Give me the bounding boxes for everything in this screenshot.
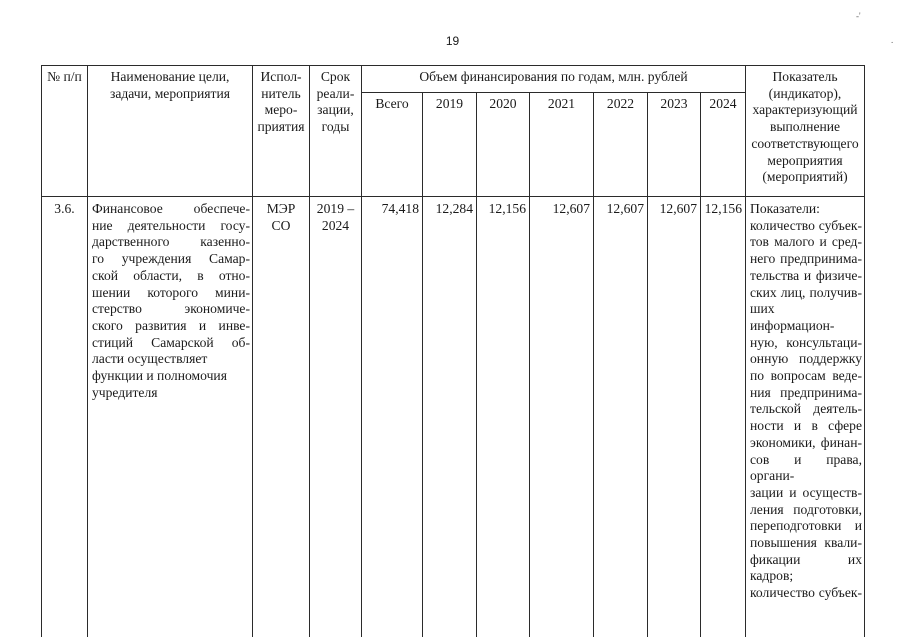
indicator-line: ния предпринима- <box>750 384 862 400</box>
indicator-line: по вопросам веде- <box>750 368 862 384</box>
indicator-line: количество субъек- <box>750 585 862 601</box>
header-year-2020: 2020 <box>477 93 530 197</box>
indicator-line: тов малого и сред- <box>750 234 862 250</box>
page-number: 19 <box>445 34 460 48</box>
indicator-line: зации и осуществ- <box>750 484 862 500</box>
executor-line: СО <box>271 217 291 233</box>
name-line: учредителя <box>92 384 158 400</box>
header-total: Всего <box>362 93 423 197</box>
name-line: ласти осуществляет <box>92 351 208 367</box>
funding-2023: 12,607 <box>648 197 701 637</box>
indicator-line: повышения квали- <box>750 535 862 551</box>
name-line: ской области, в отно- <box>92 267 250 283</box>
header-year-2019: 2019 <box>423 93 477 197</box>
indicator-line: него предпринима- <box>750 251 862 267</box>
header-year-2021: 2021 <box>530 93 594 197</box>
indicator-line: количество субъек- <box>750 217 862 233</box>
header-term: Срок реали-зации, годы <box>310 66 362 197</box>
funding-2020: 12,156 <box>477 197 530 637</box>
row-number: 3.6. <box>42 197 88 637</box>
header-year-2024: 2024 <box>701 93 746 197</box>
funding-2021: 12,607 <box>530 197 594 637</box>
row-indicator <box>746 197 865 637</box>
name-line: ние деятельности госу- <box>92 217 250 233</box>
indicator-line: сов и права, органи- <box>750 451 862 484</box>
row-name <box>88 197 253 637</box>
program-table <box>41 65 865 637</box>
name-line: дарственного казенно- <box>92 234 250 250</box>
name-line: стиций Самарской об- <box>92 334 250 350</box>
name-line: шении которого мини- <box>92 284 250 300</box>
term-line: 2019 – <box>316 201 355 216</box>
indicator-line: тельской деятель- <box>750 401 862 417</box>
header-year-2022: 2022 <box>594 93 648 197</box>
name-line: го учреждения Самар- <box>92 251 250 267</box>
funding-2022: 12,607 <box>594 197 648 637</box>
header-name: Наименование цели, задачи, мероприятия <box>88 66 253 197</box>
row-executor <box>253 197 310 637</box>
term-line: 2024 <box>321 217 350 233</box>
header-year-2023: 2023 <box>648 93 701 197</box>
indicator-line: ности и в сфере <box>750 418 862 434</box>
indicator-line: ления подготовки, <box>750 501 862 517</box>
funding-2024: 12,156 <box>701 197 746 637</box>
header-number: № п/п <box>42 66 88 197</box>
name-line: стерство экономиче- <box>92 301 250 317</box>
indicator-line: онную поддержку <box>750 351 862 367</box>
indicator-line: ших информацион- <box>750 301 835 333</box>
row-term <box>310 197 362 637</box>
indicator-line: фикации их кадров; <box>750 551 862 584</box>
funding-total: 74,418 <box>362 197 423 637</box>
indicator-line: переподготовки и <box>750 518 862 534</box>
indicator-line: ских лиц, получив- <box>750 284 862 300</box>
indicator-line: Показатели: <box>750 201 820 216</box>
indicator-line: тельства и физиче- <box>750 267 862 283</box>
header-executor: Испол-нитель меро-приятия <box>253 66 310 197</box>
table-row <box>42 197 865 637</box>
indicator-line: экономики, финан- <box>750 434 862 450</box>
name-line: функции и полномочия <box>92 368 227 384</box>
header-funding: Объем финансирования по годам, млн. рублей <box>362 66 746 93</box>
name-line: Финансовое обеспече- <box>92 201 250 216</box>
scan-mark: . <box>891 35 894 45</box>
executor-line: МЭР <box>266 201 296 216</box>
scan-mark: -' <box>856 11 861 21</box>
funding-2019: 12,284 <box>423 197 477 637</box>
header-indicator: Показатель (индикатор), характеризующий выполнение соответствующего мероприятия (мероприятий) <box>746 66 865 197</box>
indicator-line: ную, консультаци- <box>750 334 862 350</box>
name-line: ского развития и инве- <box>92 317 250 333</box>
